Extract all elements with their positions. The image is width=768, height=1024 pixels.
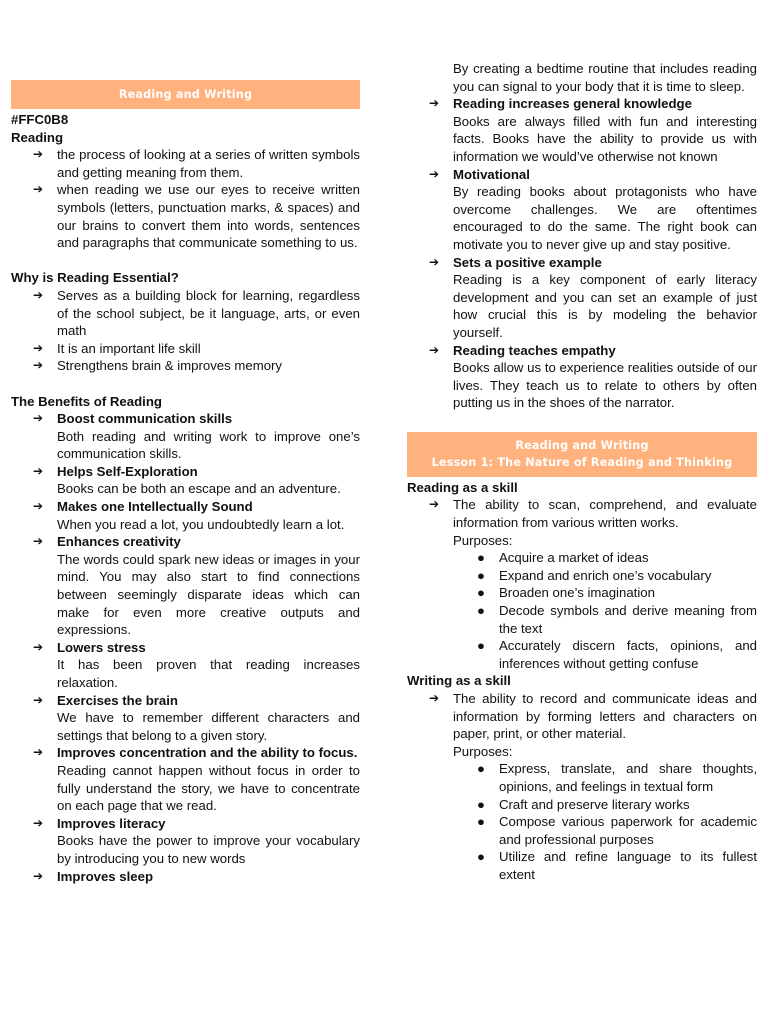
arrow-right-icon: ➔ <box>429 166 440 181</box>
arrow-right-icon: ➔ <box>33 534 44 549</box>
benefit-desc: Books have the power to improve your vocabulary by introducing you to new words <box>57 833 360 866</box>
benefit-desc: We have to remember different characters and settings that belong to a given story. <box>57 710 360 743</box>
arrow-right-icon: ➔ <box>33 147 44 162</box>
arrow-right-icon: ➔ <box>33 411 44 426</box>
purpose-item: ● Expand and enrich one’s vocabulary <box>477 567 712 583</box>
benefit-title: Improves literacy <box>57 815 166 831</box>
arrow-right-icon: ➔ <box>429 497 440 512</box>
arrow-right-icon: ➔ <box>429 254 440 269</box>
arrow-right-icon: ➔ <box>429 96 440 111</box>
benefit-desc: By reading books about protagonists who have overcome challenges. We are oftentimes encouraged to do the same. The right book can motivate you to never give up and stay positive. <box>453 184 757 252</box>
benefit-item <box>33 410 360 463</box>
benefit-title: Exercises the brain <box>57 692 178 708</box>
arrow-right-icon: ➔ <box>33 340 44 355</box>
list-item: ➔ Serves as a building block for learning, regardless of the school subject, be it language, arts, or even math <box>33 287 360 339</box>
benefit-desc: Reading is a key component of early literacy development and you can set an example of just how crucial this is by modeling the behavior yourself. <box>453 272 757 340</box>
bullet-icon: ● <box>477 585 485 601</box>
list-item: ➔ the process of looking at a series of written symbols and getting meaning from them. <box>33 147 360 180</box>
arrow-right-icon: ➔ <box>33 868 44 883</box>
bullet-icon: ● <box>477 849 485 865</box>
benefit-title: Improves concentration and the ability to focus. <box>57 745 358 761</box>
purpose-item: ● Express, translate, and share thoughts, opinions, and feelings in textual form <box>477 761 757 794</box>
writing-purposes-list <box>453 760 757 883</box>
benefit-desc: The words could spark new ideas or images in your mind. You may also start to find connections between seemingly disparate ideas which can make for even more creative outputs and expressions. <box>57 551 360 638</box>
purpose-item: ● Acquire a market of ideas <box>477 550 649 566</box>
benefit-item <box>33 639 360 692</box>
benefit-item <box>33 815 360 868</box>
benefit-title: Sets a positive example <box>453 254 602 270</box>
purposes-label: Purposes: <box>453 532 513 548</box>
why-list <box>11 287 360 375</box>
arrow-right-icon: ➔ <box>33 182 44 197</box>
right-column <box>407 60 757 884</box>
why-heading: Why is Reading Essential? <box>11 270 179 286</box>
purpose-item: ● Compose various paperwork for academic and professional purposes <box>477 814 757 847</box>
list-item <box>429 690 757 884</box>
benefit-title: Makes one Intellectually Sound <box>57 499 253 515</box>
color-code: #FFC0B8 <box>11 112 69 127</box>
benefit-title: Improves sleep <box>57 868 154 884</box>
reading-skill-definition: The ability to scan, comprehend, and evaluate information from various written works. <box>453 497 757 531</box>
purpose-item: ● Accurately discern facts, opinions, and inferences without getting confuse <box>477 638 757 671</box>
benefits-heading: The Benefits of Reading <box>11 393 162 409</box>
benefit-desc: Both reading and writing work to improve one’s communication skills. <box>57 428 360 462</box>
benefit-item <box>429 342 757 412</box>
reading-skill-list <box>407 496 757 672</box>
purpose-item: ● Decode symbols and derive meaning from the text <box>477 603 757 636</box>
reading-purposes-list <box>453 549 757 672</box>
benefit-item <box>453 60 757 95</box>
benefit-item <box>33 498 360 533</box>
writing-skill-heading: Writing as a skill <box>407 673 511 689</box>
benefit-title: Reading teaches empathy <box>453 342 616 358</box>
reading-heading: Reading <box>11 129 64 145</box>
bullet-icon: ● <box>477 638 485 654</box>
benefit-desc: Books allow us to experience realities outside of our lives. They teach us to relate to others by often putting us in the shoes of the narrator. <box>453 360 757 411</box>
benefit-item <box>33 868 360 886</box>
benefit-item <box>429 95 757 165</box>
arrow-right-icon: ➔ <box>33 815 44 830</box>
lesson-banner <box>407 432 757 477</box>
left-column <box>11 80 360 885</box>
benefit-item <box>429 254 757 342</box>
section-banner: Reading and Writing <box>11 80 360 109</box>
reading-skill-heading: Reading as a skill <box>407 479 518 495</box>
benefit-desc: Reading cannot happen without focus in order to fully understand the story, we have to concentrate on each page that we read. <box>57 762 360 814</box>
benefit-title: Boost communication skills <box>57 411 233 427</box>
list-item <box>429 496 757 672</box>
benefit-title: Reading increases general knowledge <box>453 96 692 112</box>
benefit-item <box>33 692 360 745</box>
arrow-right-icon: ➔ <box>33 358 44 373</box>
list-item: ➔ when reading we use our eyes to receive written symbols (letters, punctuation marks, & spaces) and our brains to convert them into words, sentences and paragraphs that communicate something to us. <box>33 182 360 251</box>
benefit-desc: By creating a bedtime routine that includes reading you can signal to your body that it is time to sleep. <box>453 61 757 94</box>
benefit-title: Motivational <box>453 166 530 182</box>
bullet-icon: ● <box>477 567 485 583</box>
arrow-right-icon: ➔ <box>33 463 44 478</box>
lesson-banner-subtitle: Lesson 1: The Nature of Reading and Thinking <box>431 455 733 469</box>
benefit-item <box>33 744 360 814</box>
bullet-icon: ● <box>477 761 485 777</box>
purpose-item: ● Craft and preserve literary works <box>477 796 690 812</box>
list-item: ➔ It is an important life skill <box>33 340 201 356</box>
benefit-desc: It has been proven that reading increases relaxation. <box>57 657 360 690</box>
arrow-right-icon: ➔ <box>33 287 44 302</box>
arrow-right-icon: ➔ <box>33 692 44 707</box>
bullet-icon: ● <box>477 603 485 619</box>
benefit-desc: Books are always filled with fun and interesting facts. Books have the ability to provide us with information we would’ve otherwise not known <box>453 113 757 164</box>
arrow-right-icon: ➔ <box>429 342 440 357</box>
purpose-item: ● Utilize and refine language to its fullest extent <box>477 849 757 882</box>
arrow-right-icon: ➔ <box>33 499 44 514</box>
benefits-list-continued <box>407 60 757 412</box>
reading-list <box>11 146 360 252</box>
purposes-label: Purposes: <box>453 743 513 759</box>
benefit-item <box>429 166 757 254</box>
arrow-right-icon: ➔ <box>33 745 44 760</box>
benefit-title: Enhances creativity <box>57 534 181 550</box>
lesson-banner-title: Reading and Writing <box>515 438 649 452</box>
bullet-icon: ● <box>477 814 485 830</box>
benefit-title: Helps Self-Exploration <box>57 463 198 479</box>
benefit-item <box>33 463 360 498</box>
purpose-item: ● Broaden one’s imagination <box>477 585 655 601</box>
bullet-icon: ● <box>477 796 485 812</box>
bullet-icon: ● <box>477 550 485 566</box>
arrow-right-icon: ➔ <box>33 639 44 654</box>
benefit-desc: Books can be both an escape and an adventure. <box>57 481 341 497</box>
benefit-item <box>33 533 360 639</box>
arrow-right-icon: ➔ <box>429 691 440 705</box>
benefit-title: Lowers stress <box>57 639 146 655</box>
writing-skill-definition: The ability to record and communicate ideas and information by forming letters and characters on paper, print, or other material. <box>453 691 757 742</box>
list-item: ➔ Strengthens brain & improves memory <box>33 358 283 374</box>
benefits-list <box>11 410 360 885</box>
writing-skill-list <box>407 690 757 884</box>
benefit-desc: When you read a lot, you undoubtedly learn a lot. <box>57 516 345 532</box>
